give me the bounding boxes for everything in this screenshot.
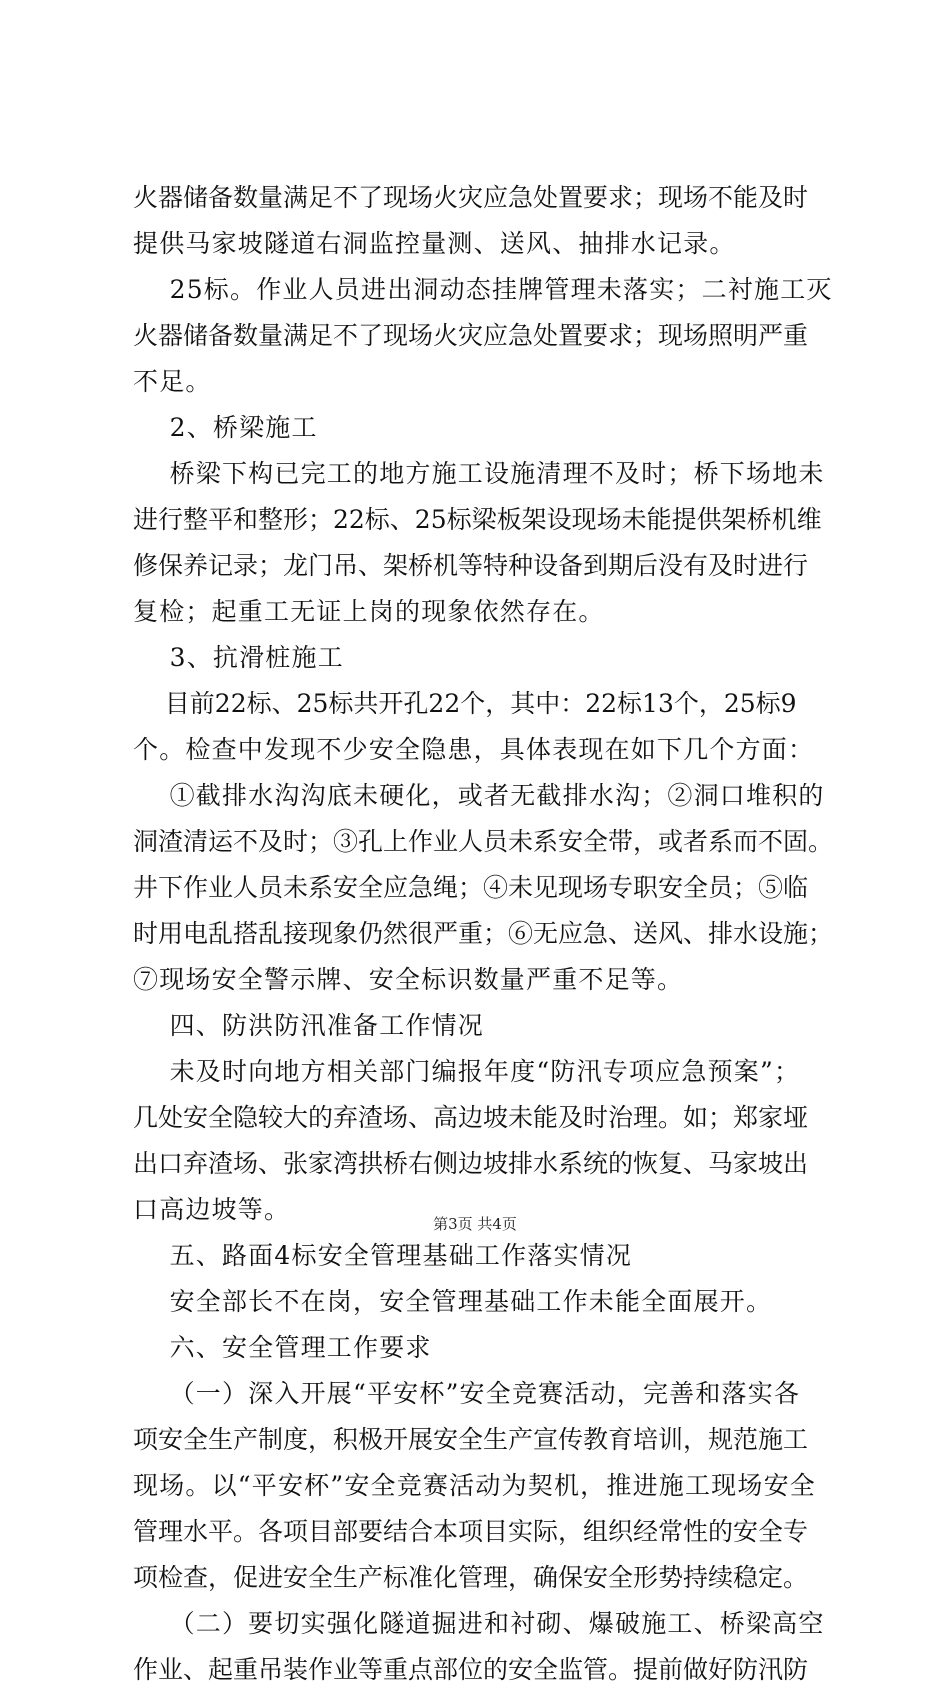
text-line: 出口弃渣场、张家湾拱桥右侧边坡排水系统的恢复、马家坡出 — [133, 1149, 809, 1178]
text-line: 时用电乱搭乱接现象仍然很严重；⑥无应急、送风、排水设施； — [133, 919, 834, 948]
text-line: 未及时向地方相关部门编报年度“防汛专项应急预案”； — [133, 1057, 801, 1086]
text-line: 个。检查中发现不少安全隐患，具体表现在如下几个方面： — [133, 735, 815, 764]
text-line: 提供马家坡隧道右洞监控量测、送风、抽排水记录。 — [133, 229, 736, 258]
text-line: （二）要切实强化隧道掘进和衬砌、爆破施工、桥梁高空 — [133, 1609, 825, 1638]
text-line: 2、桥梁施工 — [133, 413, 318, 442]
text-line: 四、防洪防汛准备工作情况 — [133, 1011, 484, 1040]
text-line: 口高边坡等。 — [133, 1195, 291, 1224]
text-line: 管理水平。各项目部要结合本项目实际，组织经常性的安全专 — [133, 1517, 809, 1546]
text-line: 安全部长不在岗，安全管理基础工作未能全面展开。 — [133, 1287, 773, 1316]
body-text — [133, 175, 833, 1693]
text-line: 火器储备数量满足不了现场火灾应急处置要求；现场照明严重 — [133, 321, 809, 350]
page-footer: 第3页 共4页 — [433, 1215, 517, 1233]
text-line: 目前22标、25标共开孔22个，其中：22标13个，25标9 — [133, 689, 797, 718]
text-line: 进行整平和整形；22标、25标梁板架设现场未能提供架桥机维 — [133, 505, 822, 534]
text-line: 作业、起重吊装作业等重点部位的安全监管。提前做好防汛防 — [133, 1655, 809, 1684]
text-line: 项检查，促进安全生产标准化管理，确保安全形势持续稳定。 — [133, 1563, 809, 1592]
text-line: 3、抗滑桩施工 — [133, 643, 344, 672]
text-line: （一）深入开展“平安杯”安全竞赛活动，完善和落实各 — [133, 1379, 801, 1408]
text-line: ⑦现场安全警示牌、安全标识数量严重不足等。 — [133, 965, 684, 994]
text-line: 不足。 — [133, 367, 212, 396]
text-line: 项安全生产制度，积极开展安全生产宣传教育培训，规范施工 — [133, 1425, 809, 1454]
text-line: 修保养记录；龙门吊、架桥机等特种设备到期后没有及时进行 — [133, 551, 809, 580]
text-line: 几处安全隐较大的弃渣场、高边坡未能及时治理。如；郑家垭 — [133, 1103, 809, 1132]
text-line: 25标。作业人员进出洞动态挂牌管理未落实；二衬施工灭 — [133, 275, 833, 304]
text-line: 现场。以“平安杯”安全竞赛活动为契机，推进施工现场安全 — [133, 1471, 816, 1500]
text-line: 复检；起重工无证上岗的现象依然存在。 — [133, 597, 605, 626]
text-line: ①截排水沟沟底未硬化，或者无截排水沟；②洞口堆积的 — [133, 781, 825, 810]
text-line: 桥梁下构已完工的地方施工设施清理不及时；桥下场地未 — [133, 459, 825, 488]
text-line: 洞渣清运不及时；③孔上作业人员未系安全带，或者系而不固。 — [133, 827, 834, 856]
text-line: 井下作业人员未系安全应急绳；④未见现场专职安全员；⑤临 — [133, 873, 809, 902]
text-line: 六、安全管理工作要求 — [133, 1333, 432, 1362]
text-line: 火器储备数量满足不了现场火灾应急处置要求；现场不能及时 — [133, 183, 809, 212]
text-line: 五、路面4标安全管理基础工作落实情况 — [133, 1241, 633, 1270]
